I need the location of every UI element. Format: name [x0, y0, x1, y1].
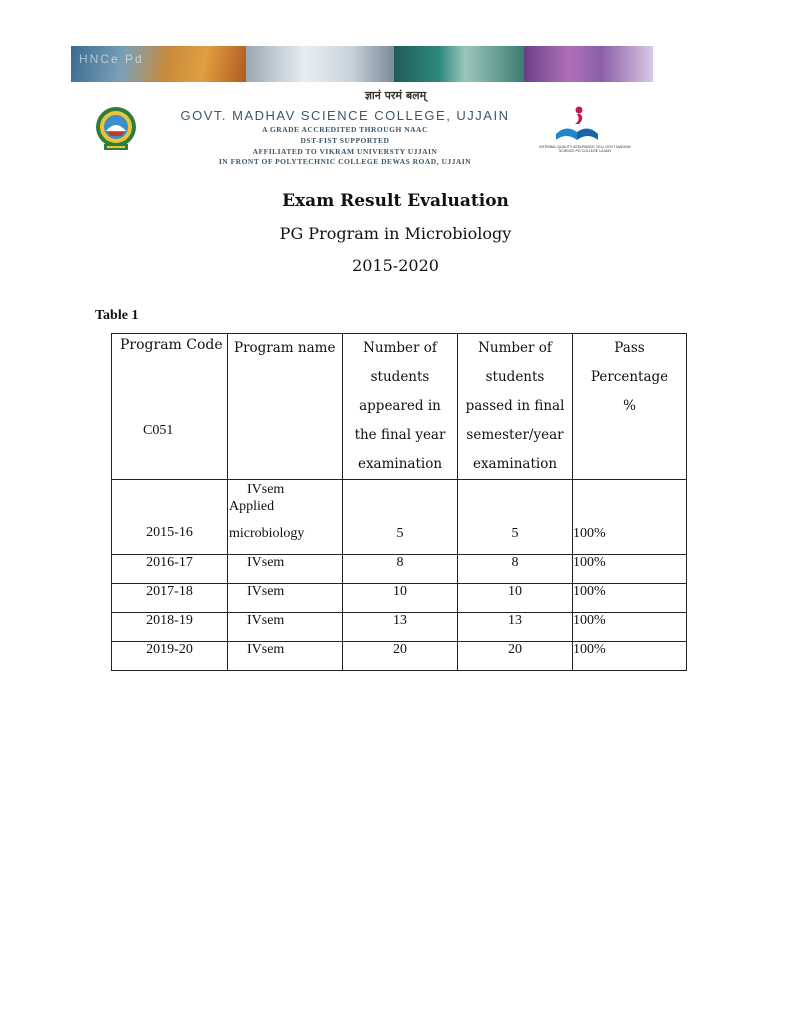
- support-line: DST-FIST SUPPORTED: [300, 136, 390, 145]
- header-pass-percentage: [573, 334, 687, 480]
- program-code-value: C051: [143, 423, 174, 438]
- header-banner: [71, 46, 653, 82]
- passed-cell: 10: [458, 584, 573, 613]
- college-name: GOVT. MADHAV SCIENCE COLLEGE, UJJAIN: [180, 108, 510, 123]
- passed-line: passed in final: [465, 398, 565, 414]
- pass-line: %: [623, 398, 636, 414]
- table-row: [112, 480, 687, 555]
- pass-percentage-cell: 100%: [573, 584, 687, 613]
- passed-line: examination: [472, 456, 558, 472]
- appeared-cell: 8: [343, 555, 458, 584]
- banner-molecule-image: [394, 46, 524, 82]
- banner-robot-image: [246, 46, 394, 82]
- program-cell: IVsem: [228, 555, 343, 584]
- college-motto: ज्ञानं परमं बलम्: [364, 89, 427, 102]
- passed-cell: 8: [458, 555, 573, 584]
- pass-line: Pass: [614, 340, 645, 356]
- appeared-line: appeared in: [359, 398, 441, 414]
- iqac-caption: INTERNAL QUALITY ASSURANCE CELL GOVT MADHAV SCIENCE PG COLLEGE UJJAIN: [539, 145, 631, 153]
- year-cell: 2018-19: [112, 613, 228, 642]
- passed-line: semester/year: [466, 427, 564, 443]
- appeared-line: Number of: [363, 340, 437, 356]
- year-value: 2015-16: [146, 525, 193, 540]
- table-row: [112, 555, 687, 584]
- result-table: [111, 333, 687, 671]
- appeared-cell: 20: [343, 642, 458, 671]
- program-name-label: Program name: [234, 340, 336, 356]
- program-cell: [228, 480, 343, 555]
- pass-percentage-cell: 100%: [573, 642, 687, 671]
- appeared-cell: 13: [343, 613, 458, 642]
- accreditation-line: A GRADE ACCREDITED THROUGH NAAC: [262, 125, 428, 134]
- year-cell: [112, 480, 228, 555]
- affiliation-line: AFFILIATED TO VIKRAM UNIVERSTY UJJAIN: [252, 147, 438, 156]
- appeared-line: the final year: [354, 427, 446, 443]
- program-code-label: Program Code: [120, 337, 223, 353]
- header-program-name: [228, 334, 343, 480]
- year-cell: 2019-20: [112, 642, 228, 671]
- pass-percentage-cell: 100%: [573, 480, 687, 555]
- year-cell: 2016-17: [112, 555, 228, 584]
- program-cell: IVsem: [228, 613, 343, 642]
- program-cell: IVsem: [228, 584, 343, 613]
- pass-percentage-cell: 100%: [573, 613, 687, 642]
- program-line: IVsem: [247, 482, 285, 497]
- address-line: IN FRONT OF POLYTECHNIC COLLEGE DEWAS ROAD, UJJAIN: [218, 157, 472, 166]
- page-title: Exam Result Evaluation: [282, 191, 509, 211]
- table-header-row: [112, 334, 687, 480]
- appeared-line: students: [370, 369, 430, 385]
- table-row: [112, 584, 687, 613]
- program-line: Applied: [229, 499, 275, 514]
- passed-cell: 5: [458, 480, 573, 555]
- year-range: 2015-2020: [352, 256, 439, 275]
- banner-atoms-image: [524, 46, 653, 82]
- header-appeared: [343, 334, 458, 480]
- pass-line: Percentage: [590, 369, 669, 385]
- table-row: [112, 613, 687, 642]
- appeared-cell: 5: [343, 480, 458, 555]
- program-cell: IVsem: [228, 642, 343, 671]
- banner-overlay-text: HNCe Pd: [79, 52, 144, 66]
- year-cell: 2017-18: [112, 584, 228, 613]
- appeared-cell: 10: [343, 584, 458, 613]
- passed-cell: 20: [458, 642, 573, 671]
- passed-cell: 13: [458, 613, 573, 642]
- table-label: Table 1: [95, 308, 139, 323]
- passed-line: Number of: [478, 340, 552, 356]
- header-passed: [458, 334, 573, 480]
- passed-line: students: [485, 369, 545, 385]
- pass-percentage-cell: 100%: [573, 555, 687, 584]
- appeared-line: examination: [357, 456, 443, 472]
- header-program-code: [112, 334, 228, 480]
- program-line: microbiology: [229, 526, 305, 541]
- iqac-logo-icon: [552, 104, 602, 144]
- table-row: [112, 642, 687, 671]
- program-title: PG Program in Microbiology: [279, 224, 512, 243]
